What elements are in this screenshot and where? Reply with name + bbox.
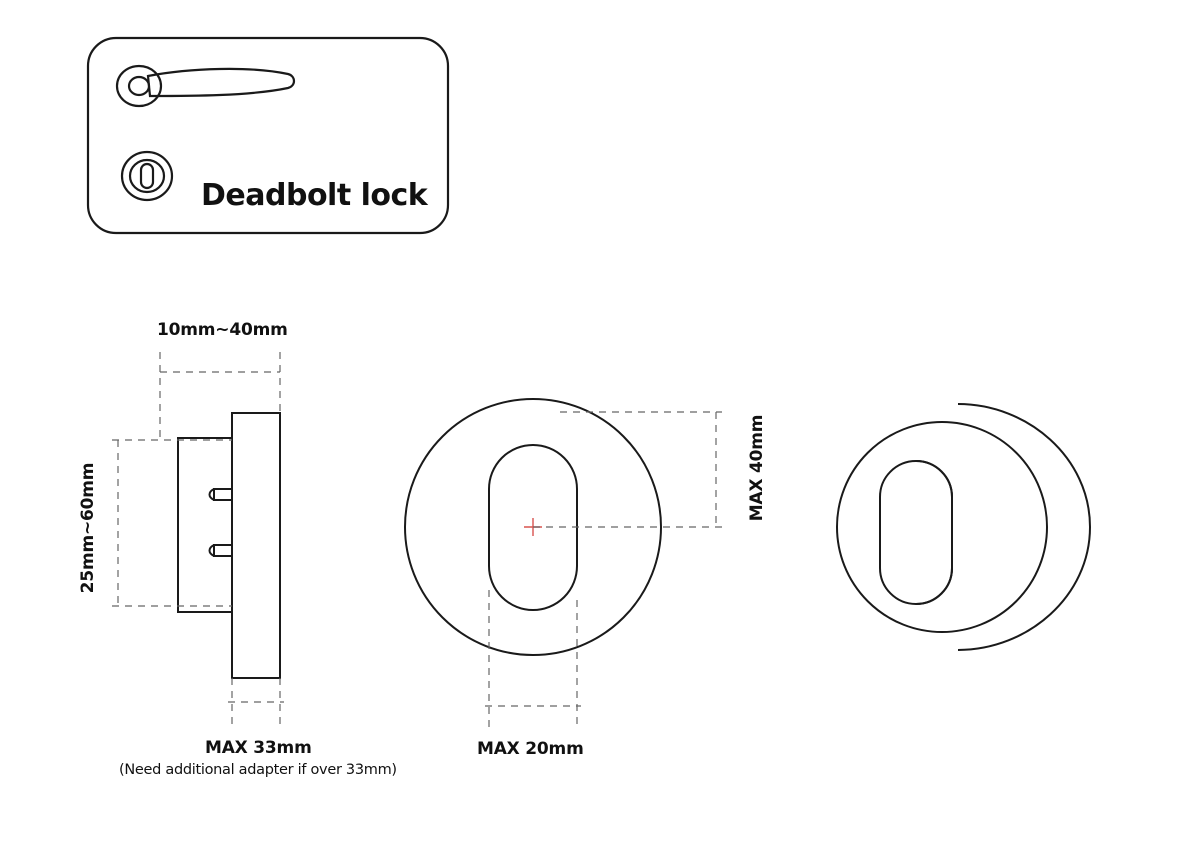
- perspective-view: [837, 404, 1090, 650]
- dimension-top-label: 10mm~40mm: [157, 320, 288, 340]
- dimension-left-label: 25mm~60mm: [78, 462, 98, 594]
- dimension-middle-label: MAX 20mm: [477, 739, 584, 759]
- side-view: [178, 413, 280, 678]
- dimension-bottom-label: MAX 33mm: [205, 738, 312, 758]
- dimension-bottom-note: (Need additional adapter if over 33mm): [119, 762, 397, 778]
- side-view-dimensions: [112, 352, 284, 728]
- badge-title: Deadbolt lock: [201, 178, 428, 213]
- front-view-dimensions: [485, 412, 722, 730]
- dimension-right-label: MAX 40mm: [747, 414, 767, 522]
